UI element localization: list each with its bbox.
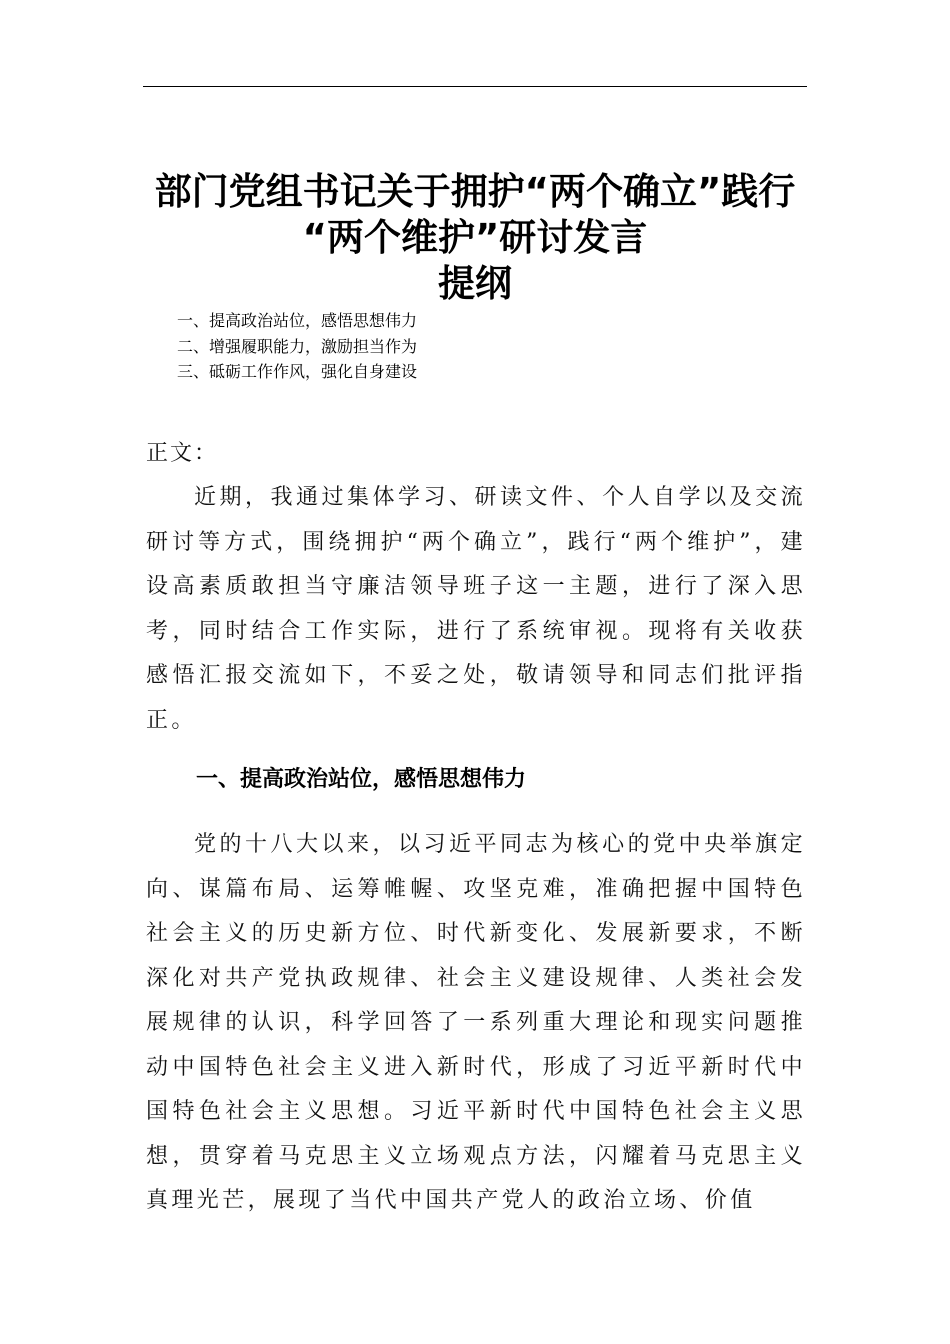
document-title-line-3: 提纲	[438, 262, 512, 305]
header-rule	[143, 86, 807, 87]
outline-item-3: 三、砥砺工作作风，强化自身建设	[177, 362, 418, 381]
document-title-line-1: 部门党组书记关于拥护“两个确立”践行	[154, 170, 796, 213]
document-title-line-2: “两个维护”研讨发言	[302, 216, 648, 259]
body-label: 正文：	[146, 441, 219, 466]
intro-paragraph: 近期，我通过集体学习、研读文件、个人自学以及交流研讨等方式，围绕拥护“两个确立”，践行“两个维护”，建设高素质敢担当守廉洁领导班子这一主题，进行了深入思考，同时结合工作实际，进行了系统审视。现将有关收获感悟汇报交流如下，不妥之处，敬请领导和同志们批评指正。	[146, 485, 806, 733]
outline-item-1: 一、提高政治站位，感悟思想伟力	[177, 311, 418, 330]
section-1-paragraph: 党的十八大以来，以习近平同志为核心的党中央举旗定向、谋篇布局、运筹帷幄、攻坚克难，准确把握中国特色社会主义的历史新方位、时代新变化、发展新要求，不断深化对共产党执政规律、社会主义建设规律、人类社会发展规律的认识，科学回答了一系列重大理论和现实问题推动中国特色社会主义进入新时代，形成了习近平新时代中国特色社会主义思想。习近平新时代中国特色社会主义思想，贯穿着马克思主义立场观点方法，闪耀着马克思主义真理光芒，展现了当代中国共产党人的政治立场、价值	[146, 832, 806, 1213]
outline-item-2: 二、增强履职能力，激励担当作为	[177, 337, 418, 356]
section-1-heading: 一、提高政治站位，感悟思想伟力	[196, 767, 527, 792]
